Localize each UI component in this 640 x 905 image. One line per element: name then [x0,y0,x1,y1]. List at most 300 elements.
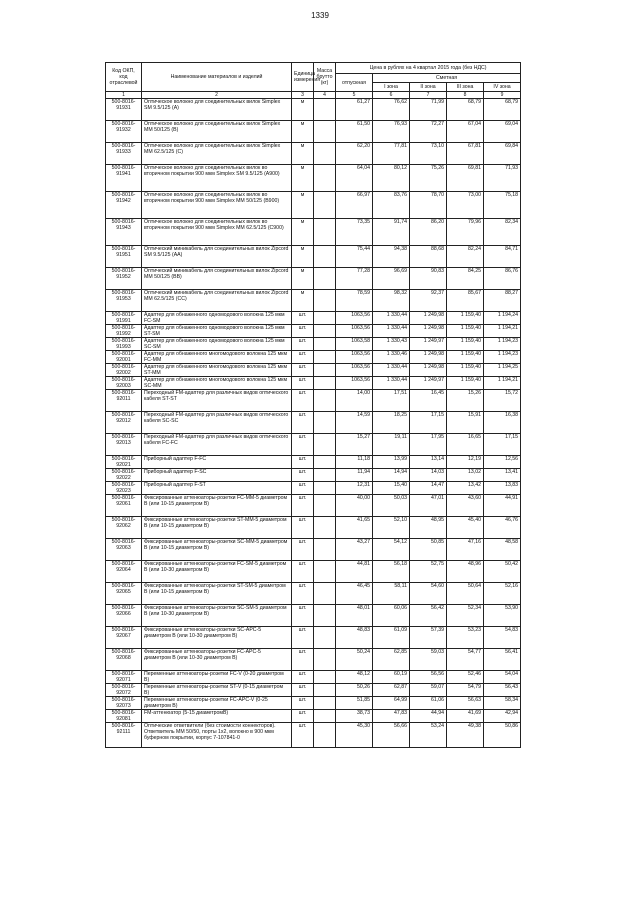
price-otpusk: 1063,58 [336,338,373,351]
price-otpusk: 78,59 [336,290,373,312]
table-row [106,671,521,684]
price-otpusk: 61,50 [336,121,373,143]
price-zone-2: 17,95 [410,434,447,456]
row-unit: шт. [292,627,314,649]
price-zone-4: 15,72 [484,390,521,412]
price-zone-3: 49,38 [447,723,484,748]
row-code: 500-8016-91993 [106,338,142,351]
price-otpusk: 48,12 [336,671,373,684]
row-mass [314,219,336,246]
row-mass [314,697,336,710]
price-zone-3: 15,26 [447,390,484,412]
row-mass [314,684,336,697]
row-code: 500-8016-91951 [106,246,142,268]
price-otpusk: 11,94 [336,469,373,482]
row-name: Приборный адаптер F-ST [142,482,292,495]
price-zone-2: 48,95 [410,517,447,539]
column-number-row [106,92,521,99]
table-header [106,63,521,99]
price-zone-2: 17,15 [410,412,447,434]
table-row [106,246,521,268]
row-mass [314,723,336,748]
price-zone-2: 56,42 [410,605,447,627]
price-otpusk: 14,59 [336,412,373,434]
price-zone-3: 54,79 [447,684,484,697]
table-row [106,649,521,671]
price-zone-2: 59,03 [410,649,447,671]
row-code: 500-8016-91991 [106,312,142,325]
price-zone-1: 52,10 [373,517,410,539]
price-zone-4: 50,86 [484,723,521,748]
price-zone-4: 53,90 [484,605,521,627]
price-zone-1: 62,87 [373,684,410,697]
table-row [106,412,521,434]
price-zone-1: 60,19 [373,671,410,684]
header-zone-3: III зона [447,83,484,92]
price-zone-3: 67,04 [447,121,484,143]
price-zone-2: 57,39 [410,627,447,649]
price-zone-4: 69,84 [484,143,521,165]
price-zone-2: 14,47 [410,482,447,495]
header-price-group: Цена в рублях на 4 квартал 2015 года (без НДС) [336,63,521,74]
price-otpusk: 50,24 [336,649,373,671]
price-zone-2: 1 249,97 [410,377,447,390]
price-zone-4: 48,58 [484,539,521,561]
row-code: 500-8016-92062 [106,517,142,539]
row-unit: м [292,268,314,290]
column-number: 2 [142,92,292,99]
price-zone-2: 1 249,98 [410,351,447,364]
table-row [106,723,521,748]
price-zone-4: 12,56 [484,456,521,469]
header-zone-1: I зона [373,83,410,92]
table-row [106,290,521,312]
price-zone-4: 1 194,23 [484,351,521,364]
price-zone-1: 96,69 [373,268,410,290]
column-number: 9 [484,92,521,99]
price-zone-1: 1 330,44 [373,364,410,377]
row-mass [314,710,336,723]
row-mass [314,434,336,456]
row-name: Фиксированные аттенюаторы-розетки ST-SM-5 диаметром В (или 10-15 диаметром В) [142,583,292,605]
price-zone-4: 84,71 [484,246,521,268]
price-zone-2: 61,06 [410,697,447,710]
row-unit: м [292,165,314,192]
row-code: 500-8016-91942 [106,192,142,219]
page-number: 1339 [311,11,329,20]
row-unit: шт. [292,517,314,539]
column-number: 4 [314,92,336,99]
price-zone-4: 16,38 [484,412,521,434]
row-unit: шт. [292,351,314,364]
price-zone-3: 54,77 [447,649,484,671]
row-unit: шт. [292,412,314,434]
price-otpusk: 64,04 [336,165,373,192]
row-code: 500-8016-92012 [106,412,142,434]
price-zone-2: 54,60 [410,583,447,605]
price-zone-2: 73,10 [410,143,447,165]
price-zone-3: 45,40 [447,517,484,539]
price-zone-4: 58,34 [484,697,521,710]
row-mass [314,390,336,412]
row-name: Адаптер для обнаженного одномодового волокна 125 мкм FC-SM [142,312,292,325]
column-number: 6 [373,92,410,99]
header-zone-4: IV зона [484,83,521,92]
price-zone-4: 56,43 [484,684,521,697]
header-smet: Сметная [373,74,521,83]
table-row [106,697,521,710]
price-zone-2: 72,27 [410,121,447,143]
price-zone-3: 82,24 [447,246,484,268]
row-mass [314,121,336,143]
price-otpusk: 38,73 [336,710,373,723]
table-row [106,434,521,456]
price-zone-3: 53,23 [447,627,484,649]
column-number: 1 [106,92,142,99]
price-zone-4: 54,04 [484,671,521,684]
price-zone-1: 94,38 [373,246,410,268]
price-zone-2: 14,03 [410,469,447,482]
row-code: 500-8016-92013 [106,434,142,456]
price-zone-3: 1 159,40 [447,377,484,390]
row-mass [314,649,336,671]
row-name: Оптический миникабель для соединительных вилок Zipcord MM 50/125 (BB) [142,268,292,290]
price-zone-3: 12,19 [447,456,484,469]
row-unit: шт. [292,605,314,627]
price-zone-4: 1 194,24 [484,312,521,325]
table-row [106,539,521,561]
price-zone-4: 54,83 [484,627,521,649]
row-mass [314,412,336,434]
row-code: 500-8016-92002 [106,364,142,377]
row-mass [314,192,336,219]
price-zone-3: 16,65 [447,434,484,456]
price-otpusk: 40,00 [336,495,373,517]
price-otpusk: 66,97 [336,192,373,219]
price-otpusk: 12,31 [336,482,373,495]
row-unit: шт. [292,377,314,390]
price-zone-1: 1 330,43 [373,338,410,351]
row-name: Оптические ответвители (без стоимости коннекторов). Ответвитель MM 50/50, порты 1x2, волокно в 900 мкм буферном покрытии, корпус 7-107841-0 [142,723,292,748]
price-zone-2: 71,99 [410,99,447,121]
table-row [106,143,521,165]
row-name: FM-аттенюатор (5-15 диаметромВ) [142,710,292,723]
row-unit: шт. [292,338,314,351]
price-otpusk: 48,83 [336,627,373,649]
row-unit: шт. [292,649,314,671]
row-unit: м [292,290,314,312]
price-zone-3: 50,64 [447,583,484,605]
price-zone-2: 47,01 [410,495,447,517]
price-zone-3: 73,00 [447,192,484,219]
table-row [106,684,521,697]
row-code: 500-8016-92081 [106,710,142,723]
row-code: 500-8016-92111 [106,723,142,748]
price-zone-1: 91,74 [373,219,410,246]
row-name: Оптическое волокно для соединительных вилок во вторичном покрытии 900 мкм Simplex MM 62.5/125 (С900) [142,219,292,246]
price-zone-4: 13,83 [484,482,521,495]
price-zone-2: 92,37 [410,290,447,312]
row-code: 500-8016-91943 [106,219,142,246]
price-otpusk: 51,85 [336,697,373,710]
price-zone-1: 1 330,44 [373,312,410,325]
row-code: 500-8016-92068 [106,649,142,671]
row-name: Оптический миникабель для соединительных вилок Zipcord SM 9.5/125 (AA) [142,246,292,268]
row-unit: шт. [292,325,314,338]
price-otpusk: 50,26 [336,684,373,697]
row-code: 500-8016-91953 [106,290,142,312]
price-zone-3: 69,81 [447,165,484,192]
price-zone-3: 52,34 [447,605,484,627]
header-unit: Единица измерения [292,63,314,92]
row-unit: шт. [292,482,314,495]
row-unit: м [292,246,314,268]
column-number: 7 [410,92,447,99]
row-mass [314,290,336,312]
table-body [106,99,521,748]
row-name: Фиксированные аттенюаторы-розетки FC-APC-5 диаметром В (или 10-30 диаметром В) [142,649,292,671]
price-otpusk: 15,27 [336,434,373,456]
row-name: Фиксированные аттенюаторы-розетки SC-APC-5 диаметром В (или 10-30 диаметром В) [142,627,292,649]
price-zone-1: 64,99 [373,697,410,710]
row-mass [314,351,336,364]
price-zone-4: 88,27 [484,290,521,312]
price-zone-3: 52,46 [447,671,484,684]
price-zone-1: 15,40 [373,482,410,495]
table-row [106,627,521,649]
price-zone-1: 17,51 [373,390,410,412]
row-mass [314,268,336,290]
price-zone-1: 19,11 [373,434,410,456]
price-zone-1: 50,03 [373,495,410,517]
price-otpusk: 41,65 [336,517,373,539]
row-code: 500-8016-92073 [106,697,142,710]
row-unit: м [292,143,314,165]
price-zone-2: 1 249,98 [410,364,447,377]
header-otpusk: отпускная [336,74,373,92]
table-row [106,121,521,143]
price-otpusk: 73,35 [336,219,373,246]
row-mass [314,495,336,517]
row-name: Фиксированные аттенюаторы-розетки SC-SM-5 диаметром В (или 10-30 диаметром В) [142,605,292,627]
row-name: Оптическое волокно для соединительных вилок Simplex SM 9.5/125 (А) [142,99,292,121]
row-code: 500-8016-92063 [106,539,142,561]
price-otpusk: 46,45 [336,583,373,605]
table-row [106,268,521,290]
row-code: 500-8016-92071 [106,671,142,684]
table-row [106,338,521,351]
price-zone-4: 50,42 [484,561,521,583]
price-zone-1: 76,62 [373,99,410,121]
row-unit: шт. [292,561,314,583]
header-code: Код ОКП, код отраслевой [106,63,142,92]
row-code: 500-8016-92072 [106,684,142,697]
price-zone-3: 1 159,40 [447,312,484,325]
price-zone-3: 56,63 [447,697,484,710]
price-zone-4: 1 194,21 [484,377,521,390]
table-row [106,325,521,338]
table-row [106,495,521,517]
price-zone-4: 13,41 [484,469,521,482]
table-row [106,710,521,723]
price-zone-1: 1 330,46 [373,351,410,364]
row-name: Фиксированные аттенюаторы-розетки FC-SM-5 диаметром В (или 10-30 диаметром В) [142,561,292,583]
row-unit: шт. [292,671,314,684]
price-zone-1: 62,85 [373,649,410,671]
price-zone-2: 59,07 [410,684,447,697]
price-zone-2: 16,45 [410,390,447,412]
row-code: 500-8016-92065 [106,583,142,605]
price-otpusk: 14,00 [336,390,373,412]
price-zone-3: 1 159,40 [447,364,484,377]
price-zone-4: 44,91 [484,495,521,517]
row-mass [314,605,336,627]
row-code: 500-8016-92011 [106,390,142,412]
row-code: 500-8016-91941 [106,165,142,192]
row-name: Адаптер для обнаженного многомодового волокна 125 мкм ST-MM [142,364,292,377]
row-name: Оптическое волокно для соединительных вилок во вторичном покрытии 900 мкм Simplex SM 9.5/125 (А900) [142,165,292,192]
row-name: Оптический миникабель для соединительных вилок Zipcord MM 62.5/125 (CC) [142,290,292,312]
row-name: Переменные аттенюаторы-розетки ST-V (0-15 диаметром В) [142,684,292,697]
row-unit: шт. [292,364,314,377]
row-mass [314,517,336,539]
row-name: Фиксированные аттенюаторы-розетки FC-MM-5 диаметром В (или 10-15 диаметром В) [142,495,292,517]
price-zone-2: 44,94 [410,710,447,723]
header-name: Наименование материалов и изделий [142,63,292,92]
row-unit: шт. [292,539,314,561]
row-name: Оптическое волокно для соединительных вилок Simplex MM 62.5/125 (С) [142,143,292,165]
price-zone-4: 17,15 [484,434,521,456]
row-mass [314,338,336,351]
price-zone-1: 80,12 [373,165,410,192]
price-zone-1: 1 330,44 [373,325,410,338]
row-name: Оптическое волокно для соединительных вилок во вторичном покрытии 900 мкм Simplex MM 50/125 (В900) [142,192,292,219]
row-mass [314,325,336,338]
price-zone-1: 77,81 [373,143,410,165]
price-zone-1: 47,83 [373,710,410,723]
price-zone-4: 75,18 [484,192,521,219]
price-zone-2: 90,83 [410,268,447,290]
price-zone-2: 1 249,98 [410,325,447,338]
price-zone-3: 1 159,40 [447,325,484,338]
price-otpusk: 77,28 [336,268,373,290]
table-row [106,99,521,121]
price-zone-4: 1 194,23 [484,338,521,351]
price-zone-1: 1 330,44 [373,377,410,390]
price-zone-1: 14,94 [373,469,410,482]
row-mass [314,377,336,390]
price-zone-2: 86,20 [410,219,447,246]
price-zone-3: 13,02 [447,469,484,482]
row-unit: м [292,121,314,143]
price-zone-3: 47,16 [447,539,484,561]
row-unit: шт. [292,723,314,748]
row-code: 500-8016-91992 [106,325,142,338]
price-zone-3: 13,42 [447,482,484,495]
row-mass [314,246,336,268]
row-code: 500-8016-92021 [106,456,142,469]
table-row [106,583,521,605]
row-code: 500-8016-91932 [106,121,142,143]
price-zone-1: 56,18 [373,561,410,583]
row-mass [314,539,336,561]
price-zone-3: 15,91 [447,412,484,434]
price-zone-4: 56,41 [484,649,521,671]
table-row [106,312,521,325]
row-unit: шт. [292,710,314,723]
header-zone-2: II зона [410,83,447,92]
price-zone-4: 69,04 [484,121,521,143]
row-code: 500-8016-92001 [106,351,142,364]
row-mass [314,627,336,649]
table-row [106,165,521,192]
table-row [106,517,521,539]
row-unit: шт. [292,684,314,697]
row-mass [314,469,336,482]
price-otpusk: 1063,56 [336,364,373,377]
price-zone-4: 1 194,21 [484,325,521,338]
price-zone-1: 98,32 [373,290,410,312]
table-row [106,219,521,246]
row-name: Адаптер для обнаженного одномодового волокна 125 мкм ST-SM [142,325,292,338]
price-otpusk: 61,27 [336,99,373,121]
row-name: Адаптер для обнаженного многомодового волокна 125 мкм FC-MM [142,351,292,364]
row-name: Приборный адаптер F-FC [142,456,292,469]
row-code: 500-8016-92066 [106,605,142,627]
row-name: Фиксированные аттенюаторы-розетки ST-MM-5 диаметром В (или 10-15 диаметром В) [142,517,292,539]
price-otpusk: 1063,56 [336,325,373,338]
price-zone-2: 1 249,98 [410,312,447,325]
row-mass [314,364,336,377]
price-zone-1: 61,09 [373,627,410,649]
price-otpusk: 75,44 [336,246,373,268]
row-code: 500-8016-92022 [106,469,142,482]
row-name: Адаптер для обнаженного одномодового волокна 125 мкм SC-SM [142,338,292,351]
price-otpusk: 1063,56 [336,377,373,390]
price-zone-3: 67,81 [447,143,484,165]
price-zone-2: 13,14 [410,456,447,469]
row-name: Оптическое волокно для соединительных вилок Simplex MM 50/125 (В) [142,121,292,143]
price-zone-3: 41,69 [447,710,484,723]
row-mass [314,312,336,325]
header-mass: Масса брутто (кг) [314,63,336,92]
row-unit: м [292,219,314,246]
table-row [106,390,521,412]
price-otpusk: 48,01 [336,605,373,627]
row-name: Переходный FM-адаптер для различных видов оптического кабеля SC-SC [142,412,292,434]
price-otpusk: 44,81 [336,561,373,583]
price-zone-3: 79,96 [447,219,484,246]
price-zone-4: 82,34 [484,219,521,246]
table-row [106,605,521,627]
price-zone-3: 48,96 [447,561,484,583]
row-mass [314,143,336,165]
price-zone-2: 50,85 [410,539,447,561]
row-name: Приборный адаптер F-SC [142,469,292,482]
price-zone-1: 54,12 [373,539,410,561]
row-unit: шт. [292,583,314,605]
price-zone-2: 56,56 [410,671,447,684]
row-unit: шт. [292,697,314,710]
table-row [106,192,521,219]
price-table [105,62,521,748]
table-row [106,456,521,469]
price-otpusk: 62,20 [336,143,373,165]
row-unit: шт. [292,456,314,469]
price-zone-1: 56,66 [373,723,410,748]
price-zone-1: 60,06 [373,605,410,627]
row-code: 500-8016-92064 [106,561,142,583]
